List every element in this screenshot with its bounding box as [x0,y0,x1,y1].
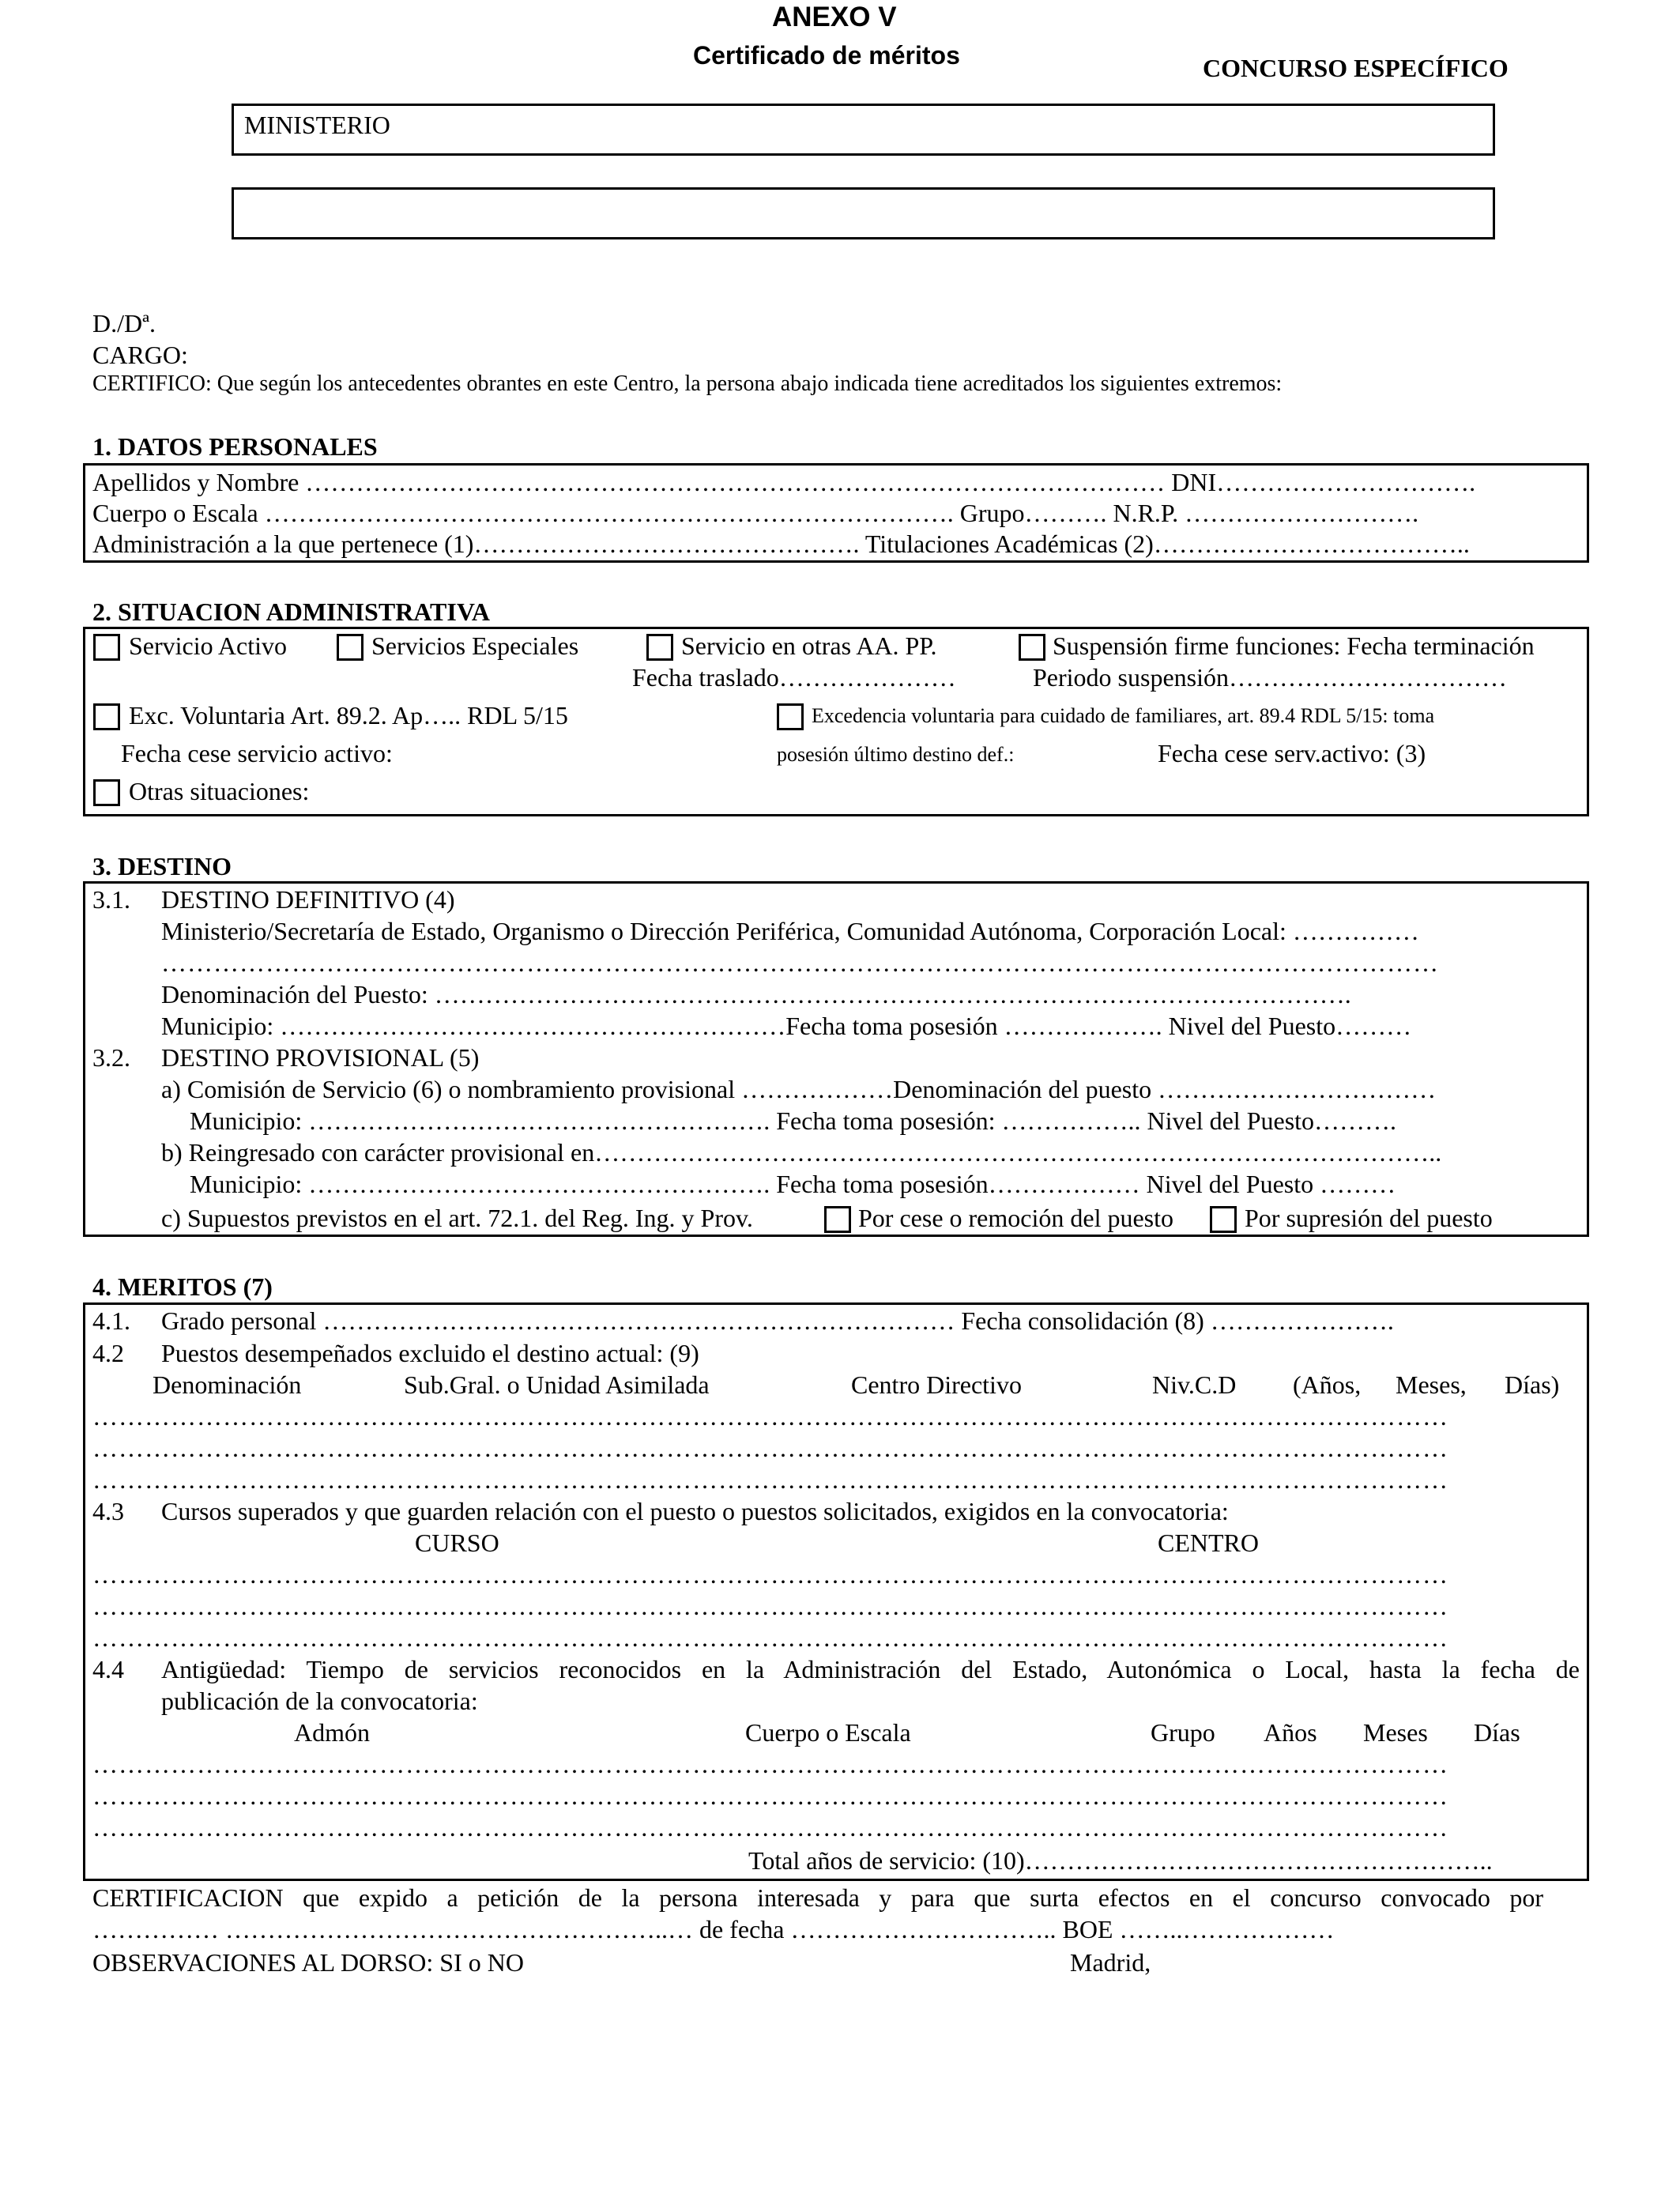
cease-removal-checkbox[interactable] [824,1206,851,1233]
seniority-dots-line-2: ………………………………………………………………………………………………………………………………………… [92,1783,1448,1810]
observations-line: OBSERVACIONES AL DORSO: SI o NO [92,1948,524,1977]
other-situations-checkbox[interactable] [93,779,120,806]
sender-label: D./Dª. [92,309,156,337]
seniority-header-days: Días [1474,1718,1520,1747]
assumptions-line: c) Supuestos previstos en el art. 72.1. del Reg. Ing. y Prov. [161,1204,753,1232]
ministry-box[interactable] [232,104,1495,156]
special-services-checkbox[interactable] [337,634,363,661]
suspension-checkbox[interactable] [1019,634,1045,661]
ministry-label: MINISTERIO [244,111,390,139]
seniority-header-years: Años [1264,1718,1317,1747]
section3-title: 3. DESTINO [92,852,232,880]
place-line: Madrid, [1070,1948,1151,1977]
courses-dots-line-1: ………………………………………………………………………………………………………………………………………… [92,1562,1448,1589]
certify-statement: CERTIFICO: Que según los antecedentes obrantes en este Centro, la persona abajo indicada tiene acreditados los siguientes extremos: [92,371,1283,396]
ministry-line: Ministerio/Secretaría de Estado, Organismo o Dirección Periférica, Comunidad Autónoma, Corporación Local: …………… [161,917,1419,945]
seniority-dots-line-3: ………………………………………………………………………………………………………………………………………… [92,1815,1448,1842]
seniority-header-group: Grupo [1151,1718,1215,1747]
special-services-label: Servicios Especiales [371,631,579,660]
courses-header-centre: CENTRO [1158,1529,1259,1557]
name-line: Apellidos y Nombre ………………………………………………………………………………………… DNI…………………………. [92,468,1476,496]
certification-statement-cont: …………… ……………………………………………..… de fecha ………………………….. BOE ……..……………… [92,1915,1335,1943]
posts-header-name: Denominación [153,1370,302,1399]
posts-header-years: (Años, [1293,1370,1362,1399]
seniority-header-admin: Admón [294,1718,370,1747]
active-service-checkbox[interactable] [93,634,120,661]
other-admin-checkbox[interactable] [646,634,673,661]
cease-removal-label: Por cese o remoción del puesto [858,1204,1173,1232]
post-suppression-checkbox[interactable] [1210,1206,1237,1233]
seniority-title: Antigüedad: Tiempo de servicios reconocidos en la Administración del Estado, Autonómica o Local, hasta la fecha de [161,1655,1580,1683]
active-service-label: Servicio Activo [129,631,287,660]
section4-title: 4. MERITOS (7) [92,1272,273,1301]
personal-grade-line: Grado personal ………………………………………………………………… Fecha consolidación (8) …………………. [161,1306,1394,1335]
posts-dots-line-3: ………………………………………………………………………………………………………………………………………… [92,1467,1448,1494]
section2-title: 2. SITUACION ADMINISTRATIVA [92,598,490,626]
seniority-title-cont: publicación de la convocatoria: [161,1687,478,1715]
voluntary-cease-date-label: Fecha cese servicio activo: [121,739,393,767]
commission-municipality-line: Municipio: ………………………………………………. Fecha toma posesión: …………….. Nivel del Puesto………. [190,1106,1397,1135]
ministry-subunit-box[interactable] [232,187,1495,239]
position-label: CARGO: [92,341,188,369]
item-4-2-number: 4.2 [92,1339,124,1367]
certification-statement: CERTIFICACION que expido a petición de la persona interesada y para que surta efectos en el concurso convocado por [92,1883,1543,1912]
posts-dots-line-2: ………………………………………………………………………………………………………………………………………… [92,1435,1448,1462]
section1-title: 1. DATOS PERSONALES [92,432,378,461]
voluntary-leave-label: Exc. Voluntaria Art. 89.2. Ap….. RDL 5/15 [129,701,568,729]
item-3-2-number: 3.2. [92,1043,130,1072]
provisional-destination-title: DESTINO PROVISIONAL (5) [161,1043,480,1072]
post-name-line: Denominación del Puesto: ………………………………………………………………………………………………. [161,980,1351,1008]
courses-dots-line-2: ………………………………………………………………………………………………………………………………………… [92,1593,1448,1620]
courses-dots-line-3: ………………………………………………………………………………………………………………………………………… [92,1625,1448,1652]
family-care-checkbox[interactable] [777,703,804,730]
courses-header-course: CURSO [415,1529,499,1557]
posts-held-title: Puestos desempeñados excluido el destino actual: (9) [161,1339,699,1367]
item-4-3-number: 4.3 [92,1497,124,1525]
posts-header-directorate: Centro Directivo [851,1370,1022,1399]
item-4-4-number: 4.4 [92,1655,124,1683]
item-3-1-number: 3.1. [92,885,130,914]
definitive-dots-line: ………………………………………………………………………………………………………………………………… [161,950,1439,977]
other-situations-label: Otras situaciones: [129,777,310,805]
posts-header-months: Meses, [1396,1370,1467,1399]
seniority-header-months: Meses [1363,1718,1428,1747]
suspension-period-label: Periodo suspensión…………………………… [1033,663,1507,692]
posts-dots-line-1: ………………………………………………………………………………………………………………………………………… [92,1404,1448,1431]
family-care-label: Excedencia voluntaria para cuidado de familiares, art. 89.4 RDL 5/15: toma [812,704,1435,727]
suspension-label: Suspensión firme funciones: Fecha terminación [1053,631,1535,660]
posts-header-subdirectorate: Sub.Gral. o Unidad Asimilada [404,1370,710,1399]
post-suppression-label: Por supresión del puesto [1245,1204,1493,1232]
total-service-years: Total años de servicio: (10)……………………………………………….. [748,1846,1493,1875]
annex-title: ANEXO V [772,2,897,32]
commission-line: a) Comisión de Servicio (6) o nombramiento provisional ………………Denominación del puesto …………………………… [161,1075,1437,1103]
transfer-date-label: Fecha traslado………………… [632,663,956,692]
administration-line: Administración a la que pertenece (1)………………………………………. Titulaciones Académicas (2)……………………………….. [92,530,1470,558]
definitive-destination-title: DESTINO DEFINITIVO (4) [161,885,455,914]
posts-header-days: Días) [1505,1370,1560,1399]
family-care-cease-date-label: Fecha cese serv.activo: (3) [1158,739,1426,767]
definitive-municipality-line: Municipio: ……………………………………………………Fecha toma posesión ………………. Nivel del Puesto……… [161,1012,1412,1040]
seniority-dots-line-1: ………………………………………………………………………………………………………………………………………… [92,1751,1448,1778]
family-care-possession-label: posesión último destino def.: [777,743,1015,766]
courses-title: Cursos superados y que guarden relación con el puesto o puestos solicitados, exigidos en la convocatoria: [161,1497,1229,1525]
contest-type: CONCURSO ESPECÍFICO [1203,54,1509,82]
body-line: Cuerpo o Escala ………………………………………………………………………. Grupo………. N.R.P. ………………………. [92,499,1419,527]
seniority-header-body: Cuerpo o Escala [745,1718,911,1747]
reinstated-line: b) Reingresado con carácter provisional en……………………………………………………………………………………….. [161,1138,1442,1167]
document-subtitle: Certificado de méritos [693,41,960,70]
posts-header-level: Niv.C.D [1152,1370,1237,1399]
voluntary-leave-checkbox[interactable] [93,703,120,730]
item-4-1-number: 4.1. [92,1306,130,1335]
reinstated-municipality-line: Municipio: ………………………………………………. Fecha toma posesión……………… Nivel del Puesto ……… [190,1170,1396,1198]
other-admin-label: Servicio en otras AA. PP. [681,631,937,660]
